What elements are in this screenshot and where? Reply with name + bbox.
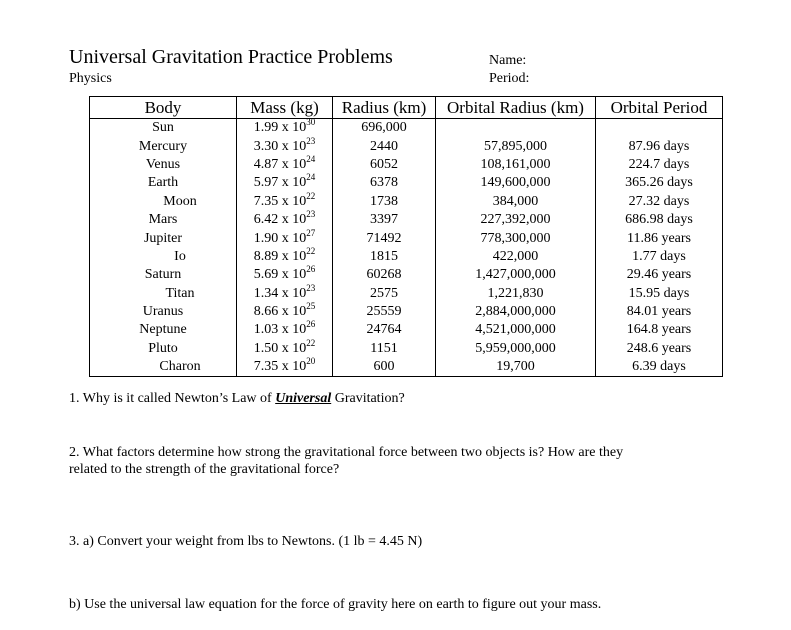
- question-1-emphasis: Universal: [275, 391, 332, 406]
- cell-mass: [237, 190, 333, 211]
- table-row: [90, 358, 723, 377]
- mass-base: 6.42 x 10: [253, 212, 307, 228]
- question-3b: b) Use the universal law equation for the force of gravity here on earth to figure out your mass.: [69, 597, 602, 612]
- table-row: [90, 340, 723, 358]
- cell-orbital-period: [596, 119, 723, 138]
- cell-body-name: Sun: [90, 119, 237, 138]
- question-1-suffix: Gravitation?: [331, 391, 405, 406]
- cell-body-name: Jupiter: [90, 229, 237, 247]
- cell-radius: 1738: [333, 193, 436, 211]
- cell-orbital-radius: 1,427,000,000: [436, 266, 596, 284]
- mass-exponent: 27: [306, 227, 316, 238]
- cell-orbital-period: 1.77 days: [596, 248, 723, 266]
- cell-mass: [237, 337, 333, 358]
- planet-data-table: [89, 96, 723, 377]
- mass-base: 4.87 x 10: [253, 156, 307, 172]
- cell-orbital-period: 164.8 years: [596, 321, 723, 339]
- table-row: [90, 285, 723, 303]
- cell-radius: 24764: [333, 321, 436, 339]
- course-subtitle: Physics: [69, 71, 112, 86]
- table-row: [90, 211, 723, 229]
- cell-orbital-period: 87.96 days: [596, 137, 723, 155]
- cell-orbital-radius: 108,161,000: [436, 156, 596, 174]
- mass-base: 7.35 x 10: [253, 359, 307, 375]
- cell-body-name: Pluto: [90, 340, 237, 358]
- mass-base: 7.35 x 10: [253, 193, 307, 209]
- cell-orbital-period: 248.6 years: [596, 340, 723, 358]
- cell-radius: 71492: [333, 229, 436, 247]
- cell-orbital-period: 29.46 years: [596, 266, 723, 284]
- mass-exponent: 24: [306, 172, 316, 183]
- cell-orbital-radius: 57,895,000: [436, 137, 596, 155]
- mass-base: 1.03 x 10: [253, 322, 307, 338]
- mass-base: 1.50 x 10: [253, 340, 307, 356]
- question-2-line-1: 2. What factors determine how strong the gravitational force between two objects is? How are they: [69, 445, 624, 460]
- cell-orbital-radius: 384,000: [436, 193, 596, 211]
- cell-radius: 1151: [333, 340, 436, 358]
- cell-orbital-radius: 2,884,000,000: [436, 303, 596, 321]
- cell-body-name: Titan: [90, 285, 237, 303]
- cell-orbital-radius: 149,600,000: [436, 174, 596, 192]
- cell-radius: 2575: [333, 285, 436, 303]
- mass-exponent: 23: [306, 135, 316, 146]
- cell-body-name: Saturn: [90, 266, 237, 284]
- cell-body-name: Moon: [90, 193, 237, 211]
- cell-mass: [237, 282, 333, 303]
- cell-orbital-radius: 422,000: [436, 248, 596, 266]
- table-row: [90, 137, 723, 155]
- cell-mass: [237, 153, 333, 174]
- table-header-row: [90, 97, 723, 119]
- cell-orbital-period: 11.86 years: [596, 229, 723, 247]
- cell-radius: 696,000: [333, 119, 436, 138]
- mass-base: 8.89 x 10: [253, 248, 307, 264]
- cell-mass: [237, 321, 333, 339]
- mass-exponent: 24: [306, 153, 316, 164]
- cell-radius: 3397: [333, 211, 436, 229]
- period-label: Period:: [489, 71, 530, 86]
- cell-mass: [237, 211, 333, 229]
- cell-orbital-radius: [436, 119, 596, 138]
- mass-exponent: 25: [306, 301, 316, 312]
- column-header-orbital-period: Orbital Period: [596, 97, 723, 119]
- mass-base: 1.90 x 10: [253, 230, 307, 246]
- cell-orbital-radius: 19,700: [436, 358, 596, 377]
- cell-orbital-period: 365.26 days: [596, 174, 723, 192]
- mass-base: 1.34 x 10: [253, 285, 307, 301]
- cell-radius: 1815: [333, 248, 436, 266]
- mass-exponent: 30: [306, 117, 316, 128]
- mass-exponent: 22: [306, 245, 316, 256]
- cell-orbital-period: 27.32 days: [596, 193, 723, 211]
- table-row: [90, 321, 723, 339]
- cell-radius: 6052: [333, 156, 436, 174]
- table-row: [90, 156, 723, 174]
- cell-mass: [237, 137, 333, 155]
- column-header-mass: Mass (kg): [237, 97, 333, 119]
- cell-body-name: Mercury: [90, 137, 237, 155]
- cell-orbital-radius: 227,392,000: [436, 211, 596, 229]
- worksheet-title: Universal Gravitation Practice Problems: [69, 46, 393, 68]
- cell-radius: 60268: [333, 266, 436, 284]
- column-header-radius: Radius (km): [333, 97, 436, 119]
- table-row: [90, 193, 723, 211]
- mass-base: 5.97 x 10: [253, 175, 307, 191]
- mass-exponent: 22: [306, 337, 316, 348]
- mass-base: 8.66 x 10: [253, 304, 307, 320]
- cell-mass: [237, 358, 333, 377]
- column-header-orbital-radius: Orbital Radius (km): [436, 97, 596, 119]
- cell-body-name: Mars: [90, 211, 237, 229]
- cell-mass: [237, 303, 333, 321]
- table-row: [90, 119, 723, 138]
- name-label: Name:: [489, 53, 527, 68]
- cell-mass: [237, 266, 333, 284]
- cell-orbital-period: 686.98 days: [596, 211, 723, 229]
- cell-radius: 25559: [333, 303, 436, 321]
- cell-orbital-radius: 778,300,000: [436, 229, 596, 247]
- question-2-line-2: related to the strength of the gravitational force?: [69, 462, 340, 477]
- table-row: [90, 266, 723, 284]
- mass-exponent: 23: [306, 209, 316, 220]
- mass-base: 5.69 x 10: [253, 267, 307, 283]
- table-body: [90, 119, 723, 377]
- cell-radius: 6378: [333, 174, 436, 192]
- question-1: [69, 390, 405, 407]
- mass-exponent: 22: [306, 190, 316, 201]
- table-row: [90, 229, 723, 247]
- cell-body-name: Venus: [90, 156, 237, 174]
- cell-orbital-radius: 5,959,000,000: [436, 340, 596, 358]
- cell-body-name: Earth: [90, 174, 237, 192]
- mass-exponent: 20: [306, 356, 316, 367]
- cell-body-name: Neptune: [90, 321, 237, 339]
- cell-orbital-period: 84.01 years: [596, 303, 723, 321]
- question-1-prefix: 1. Why is it called Newton’s Law of: [69, 391, 276, 406]
- mass-exponent: 23: [306, 282, 316, 293]
- cell-orbital-period: 6.39 days: [596, 358, 723, 377]
- table-row: [90, 303, 723, 321]
- mass-base: 3.30 x 10: [253, 138, 307, 154]
- table-row: [90, 248, 723, 266]
- mass-exponent: 26: [306, 319, 316, 330]
- cell-orbital-radius: 1,221,830: [436, 285, 596, 303]
- mass-exponent: 26: [306, 264, 316, 275]
- cell-radius: 2440: [333, 137, 436, 155]
- cell-mass: [237, 119, 333, 138]
- cell-mass: [237, 174, 333, 192]
- cell-orbital-radius: 4,521,000,000: [436, 321, 596, 339]
- cell-body-name: Io: [90, 248, 237, 266]
- cell-mass: [237, 229, 333, 247]
- mass-base: 1.99 x 10: [253, 120, 307, 136]
- cell-radius: 600: [333, 358, 436, 377]
- cell-mass: [237, 245, 333, 266]
- cell-body-name: Charon: [90, 358, 237, 377]
- table-row: [90, 174, 723, 192]
- cell-orbital-period: 224.7 days: [596, 156, 723, 174]
- cell-body-name: Uranus: [90, 303, 237, 321]
- question-3a: 3. a) Convert your weight from lbs to Newtons. (1 lb = 4.45 N): [69, 534, 423, 549]
- cell-orbital-period: 15.95 days: [596, 285, 723, 303]
- column-header-body: Body: [90, 97, 237, 119]
